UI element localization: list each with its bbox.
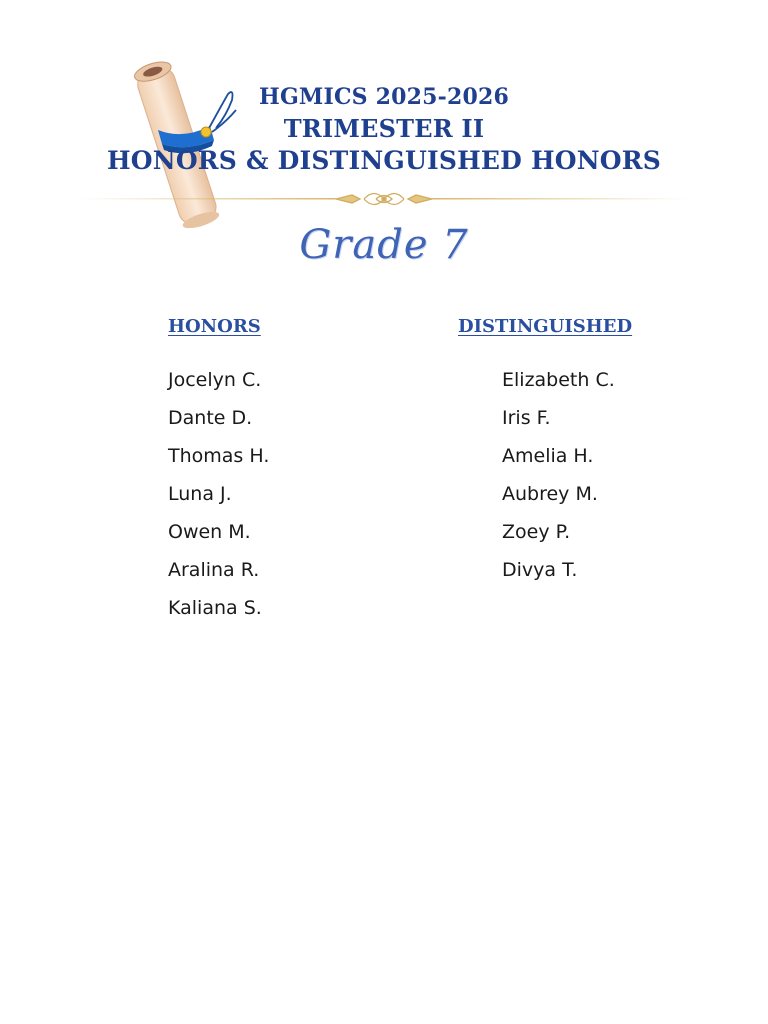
distinguished-name: Divya T. (502, 559, 578, 581)
distinguished-name: Elizabeth C. (502, 369, 615, 391)
honors-heading: HONORS (168, 316, 261, 337)
distinguished-name: Iris F. (502, 407, 551, 429)
school-year-title: HGMICS 2025-2026 (258, 84, 510, 110)
honors-name: Kaliana S. (168, 597, 262, 619)
honors-name: Aralina R. (168, 559, 260, 581)
honors-name: Owen M. (168, 521, 251, 543)
distinguished-list (502, 366, 615, 594)
honors-title: HONORS & DISTINGUISHED HONORS (106, 146, 662, 175)
honors-name: Luna J. (168, 483, 232, 505)
distinguished-name: Aubrey M. (502, 483, 598, 505)
honors-name: Jocelyn C. (168, 369, 262, 391)
distinguished-name: Zoey P. (502, 521, 571, 543)
grade-title: Grade 7 (299, 222, 469, 268)
distinguished-heading: DISTINGUISHED (458, 316, 633, 337)
ornamental-divider (80, 186, 688, 212)
trimester-title: TRIMESTER II (283, 114, 485, 143)
honors-list (168, 366, 269, 632)
honors-name: Thomas H. (168, 445, 270, 467)
distinguished-name: Amelia H. (502, 445, 594, 467)
honors-name: Dante D. (168, 407, 253, 429)
